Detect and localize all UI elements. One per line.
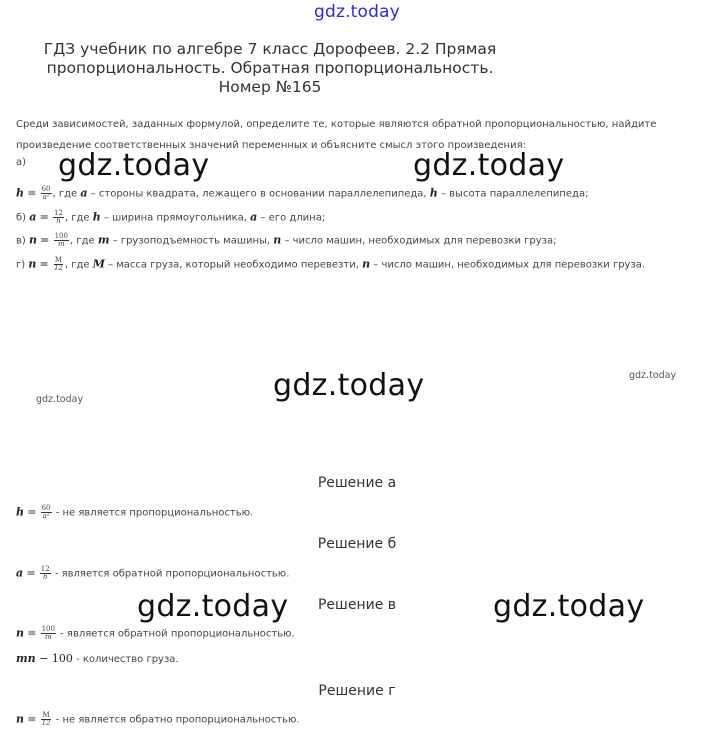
eq-sign: =: [39, 257, 49, 271]
var: n: [28, 257, 37, 271]
numerator: 12: [53, 209, 63, 217]
solution-a-heading: Решение а: [317, 475, 397, 491]
text: , где: [52, 188, 81, 200]
fraction: [53, 257, 64, 272]
eq-sign: =: [27, 186, 37, 200]
denominator: a²: [42, 193, 50, 201]
eq-sign: =: [27, 626, 37, 640]
fraction: [41, 712, 52, 727]
solution-d: [16, 712, 300, 727]
eq-sign: =: [26, 566, 36, 580]
denominator: 12: [41, 719, 51, 727]
text: – число машин, необходимых для перевозки груза;: [281, 235, 557, 247]
watermark: gdz.today: [58, 148, 210, 183]
watermark: gdz.today: [273, 368, 425, 403]
numerator: 100: [41, 625, 55, 633]
var: a: [250, 210, 258, 224]
solution-b-heading: Решение б: [317, 536, 397, 552]
solution-b: [16, 566, 289, 581]
text: – его длина;: [257, 212, 326, 224]
var: n: [16, 626, 24, 640]
task-text: Среди зависимостей, заданных формулой, определите те, которые являются обратной пропорциональностью, найдите произведение соответственных значений переменных и объясните смысл этого произведения:: [16, 119, 657, 151]
watermark-small: gdz.today: [629, 370, 677, 381]
var: m: [97, 233, 110, 247]
page-title: ГДЗ учебник по алгебре 7 класс Дорофеев. 2.2 Прямая пропорциональность. Обратная пропорциональность. Номер №165: [43, 40, 497, 96]
fraction: [41, 186, 52, 201]
text: – стороны квадрата, лежащего в основании параллелепипеда,: [87, 188, 430, 200]
text: – масса груза, который необходимо перевезти,: [104, 259, 363, 271]
text: – ширина прямоугольника,: [100, 212, 251, 224]
eq-sign: =: [27, 505, 37, 519]
eq-sign: =: [39, 210, 49, 224]
watermark: gdz.today: [137, 589, 289, 624]
text: - количество груза.: [72, 654, 179, 665]
denominator: a²: [42, 512, 50, 520]
fraction: [54, 233, 69, 248]
var: M: [92, 257, 105, 271]
item-a: [16, 186, 588, 201]
text: – высота параллелепипеда;: [437, 188, 589, 200]
item-d: [16, 257, 645, 272]
watermark: gdz.today: [413, 148, 565, 183]
solution-c-product: [16, 652, 179, 665]
var: n: [16, 712, 24, 726]
text: - является обратной пропорциональностью.: [56, 628, 295, 640]
fraction: [41, 626, 56, 641]
text: - является обратной пропорциональностью.: [51, 568, 290, 580]
product-value: 100: [51, 652, 73, 665]
numerator: 100: [54, 232, 68, 240]
var: a: [29, 210, 37, 224]
var: h: [429, 186, 438, 200]
var: h: [16, 505, 24, 519]
denominator: h: [56, 217, 61, 225]
var: a: [16, 566, 24, 580]
text: - не является пропорциональностью.: [52, 507, 254, 519]
var: n: [28, 233, 37, 247]
var: a: [80, 186, 88, 200]
var: h: [16, 186, 24, 200]
numerator: 60: [41, 504, 51, 512]
item-c: [16, 233, 556, 248]
solution-c: [16, 626, 295, 641]
fraction: [41, 505, 52, 520]
numerator: 12: [40, 565, 50, 573]
var: n: [273, 233, 282, 247]
part-a-label: а): [16, 157, 27, 168]
denominator: m: [57, 240, 65, 248]
numerator: 60: [41, 185, 51, 193]
denominator: h: [42, 573, 48, 581]
watermark: gdz.today: [493, 589, 645, 624]
minus-sign: −: [35, 652, 52, 665]
solution-a: [16, 505, 253, 520]
denominator: m: [44, 633, 52, 641]
product: mn: [16, 652, 36, 665]
solution-c-heading: Решение в: [317, 597, 397, 613]
item-prefix: б): [16, 212, 30, 224]
eq-sign: =: [40, 233, 50, 247]
text: , где: [69, 235, 98, 247]
text: – грузоподъемность машины,: [109, 235, 274, 247]
numerator: M: [54, 256, 62, 264]
item-prefix: в): [16, 235, 29, 247]
item-prefix: г): [16, 259, 29, 271]
var: h: [92, 210, 101, 224]
text: , где: [64, 259, 93, 271]
eq-sign: =: [27, 712, 37, 726]
fraction: [40, 566, 51, 581]
var: n: [362, 257, 371, 271]
denominator: 12: [53, 264, 63, 272]
text: - не является обратно пропорциональностью.: [52, 714, 300, 726]
text: , где: [64, 212, 93, 224]
numerator: M: [42, 711, 50, 719]
fraction: [53, 210, 64, 225]
solution-d-heading: Решение г: [318, 683, 396, 699]
watermark-small: gdz.today: [36, 394, 84, 405]
item-b: [16, 210, 325, 225]
site-logo[interactable]: gdz.today: [313, 2, 401, 22]
text: – число машин, необходимых для перевозки груза.: [370, 259, 646, 271]
